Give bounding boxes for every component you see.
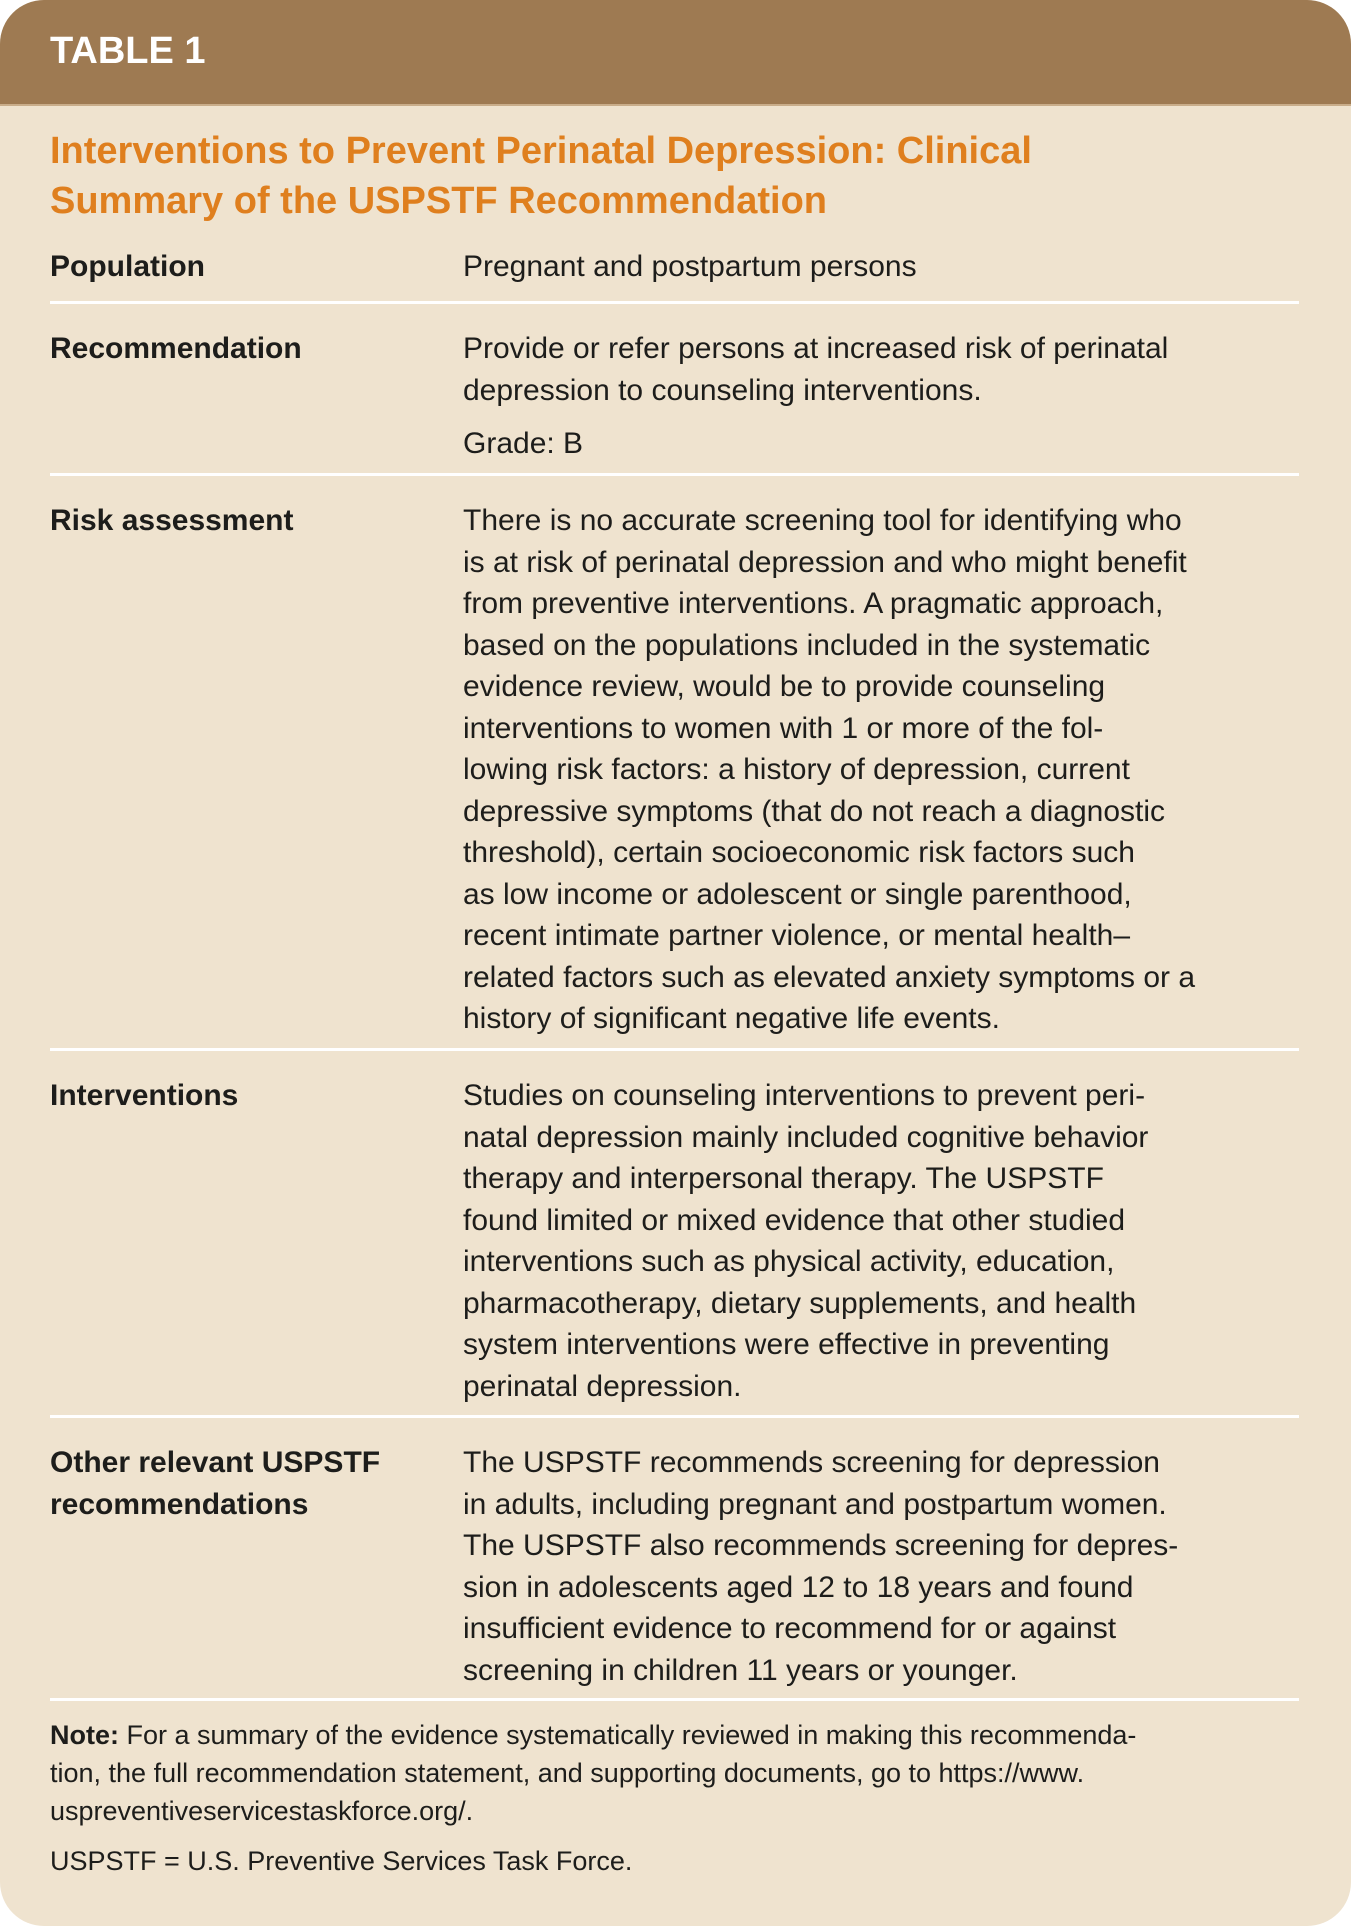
row-value-line: insufficient evidence to recommend for or against	[463, 1612, 1117, 1645]
row-value	[463, 246, 1313, 288]
title-line: Summary of the USPSTF Recommendation	[50, 180, 828, 222]
row-value-line: interventions to women with 1 or more of the fol-	[463, 711, 1104, 745]
row-value-line: evidence review, would be to provide counseling	[463, 670, 1106, 703]
row-value-line: The USPSTF recommends screening for depression	[463, 1446, 1160, 1479]
row-value-line: The USPSTF also recommends screening for depres-	[463, 1529, 1179, 1562]
row-label-line: recommendations	[50, 1488, 309, 1521]
row-value-line: depressive symptoms (that do not reach a diagnostic	[463, 794, 1166, 828]
row-label-line: Recommendation	[50, 332, 302, 365]
row-divider	[50, 1048, 1299, 1051]
row-value-line: sion in adolescents aged 12 to 18 years and found	[463, 1570, 1134, 1604]
row-value-line: based on the populations included in the systematic	[463, 628, 1151, 662]
row-value-line: lowing risk factors: a history of depression, current	[463, 753, 1130, 786]
row-label-line: Interventions	[50, 1079, 239, 1112]
row-value-line: pharmacotherapy, dietary supplements, and health	[463, 1286, 1137, 1320]
row-label-line: Population	[50, 250, 205, 283]
row-value-line: perinatal depression.	[463, 1369, 742, 1403]
row-value-line: threshold), certain socioeconomic risk factors such	[463, 836, 1135, 869]
row-label	[50, 246, 450, 288]
row-divider	[50, 473, 1299, 476]
row-value-line: Pregnant and postpartum persons	[463, 250, 917, 283]
row-value-line: is at risk of perinatal depression and who might benefit	[463, 545, 1187, 579]
row-label	[50, 328, 450, 370]
row-label-line: Other relevant USPSTF	[50, 1446, 381, 1479]
row-value-line: as low income or adolescent or single parenthood,	[463, 877, 1132, 911]
grade-text: Grade: B	[463, 427, 584, 460]
row-label-line: Risk assessment	[50, 504, 294, 537]
row-divider	[50, 301, 1299, 304]
note-line: For a summary of the evidence systematically reviewed in making this recommenda-	[119, 1720, 1137, 1750]
note-label: Note:	[50, 1720, 119, 1750]
table-note	[50, 1716, 1299, 1830]
row-value-line: interventions such as physical activity, education,	[463, 1245, 1115, 1278]
row-value-line: related factors such as elevated anxiety symptoms or a	[463, 960, 1196, 994]
row-value-line: There is no accurate screening tool for identifying who	[463, 504, 1182, 537]
title-line: Interventions to Prevent Perinatal Depression: Clinical	[50, 130, 1032, 172]
row-value	[463, 1075, 1313, 1407]
row-value	[463, 328, 1313, 465]
row-value-line: system interventions were effective in preventing	[463, 1328, 1110, 1361]
row-label	[50, 500, 450, 542]
row-value	[463, 1442, 1313, 1691]
row-value-line: natal depression mainly included cognitive behavior	[463, 1120, 1149, 1154]
row-divider	[50, 1415, 1299, 1418]
row-value-line: therapy and interpersonal therapy. The USPSTF	[463, 1162, 1104, 1195]
row-value-line: recent intimate partner violence, or mental health–	[463, 919, 1131, 952]
row-label	[50, 1442, 450, 1526]
row-value-line: Provide or refer persons at increased risk of perinatal	[463, 332, 1169, 365]
row-value-line: in adults, including pregnant and postpartum women.	[463, 1487, 1167, 1521]
note-line: tion, the full recommendation statement, and supporting documents, go to https://www.	[50, 1758, 1085, 1788]
abbreviation-note: USPSTF = U.S. Preventive Services Task Force.	[50, 1846, 633, 1876]
row-value-line: depression to counseling interventions.	[463, 373, 982, 407]
table-header-bar	[0, 0, 1351, 106]
row-label	[50, 1075, 450, 1117]
row-divider	[50, 1698, 1299, 1701]
table-title	[50, 126, 1300, 226]
row-value-line: screening in children 11 years or younger.	[463, 1653, 1018, 1687]
row-value-line: found limited or mixed evidence that other studied	[463, 1203, 1126, 1237]
row-value-line: history of significant negative life events.	[463, 1002, 1000, 1035]
table-number: TABLE 1	[50, 30, 206, 72]
note-line: uspreventiveservicestaskforce.org/.	[50, 1796, 474, 1826]
row-value	[463, 500, 1313, 1040]
row-value-line: Studies on counseling interventions to prevent peri-	[463, 1079, 1146, 1112]
row-value-line: from preventive interventions. A pragmatic approach,	[463, 587, 1164, 620]
